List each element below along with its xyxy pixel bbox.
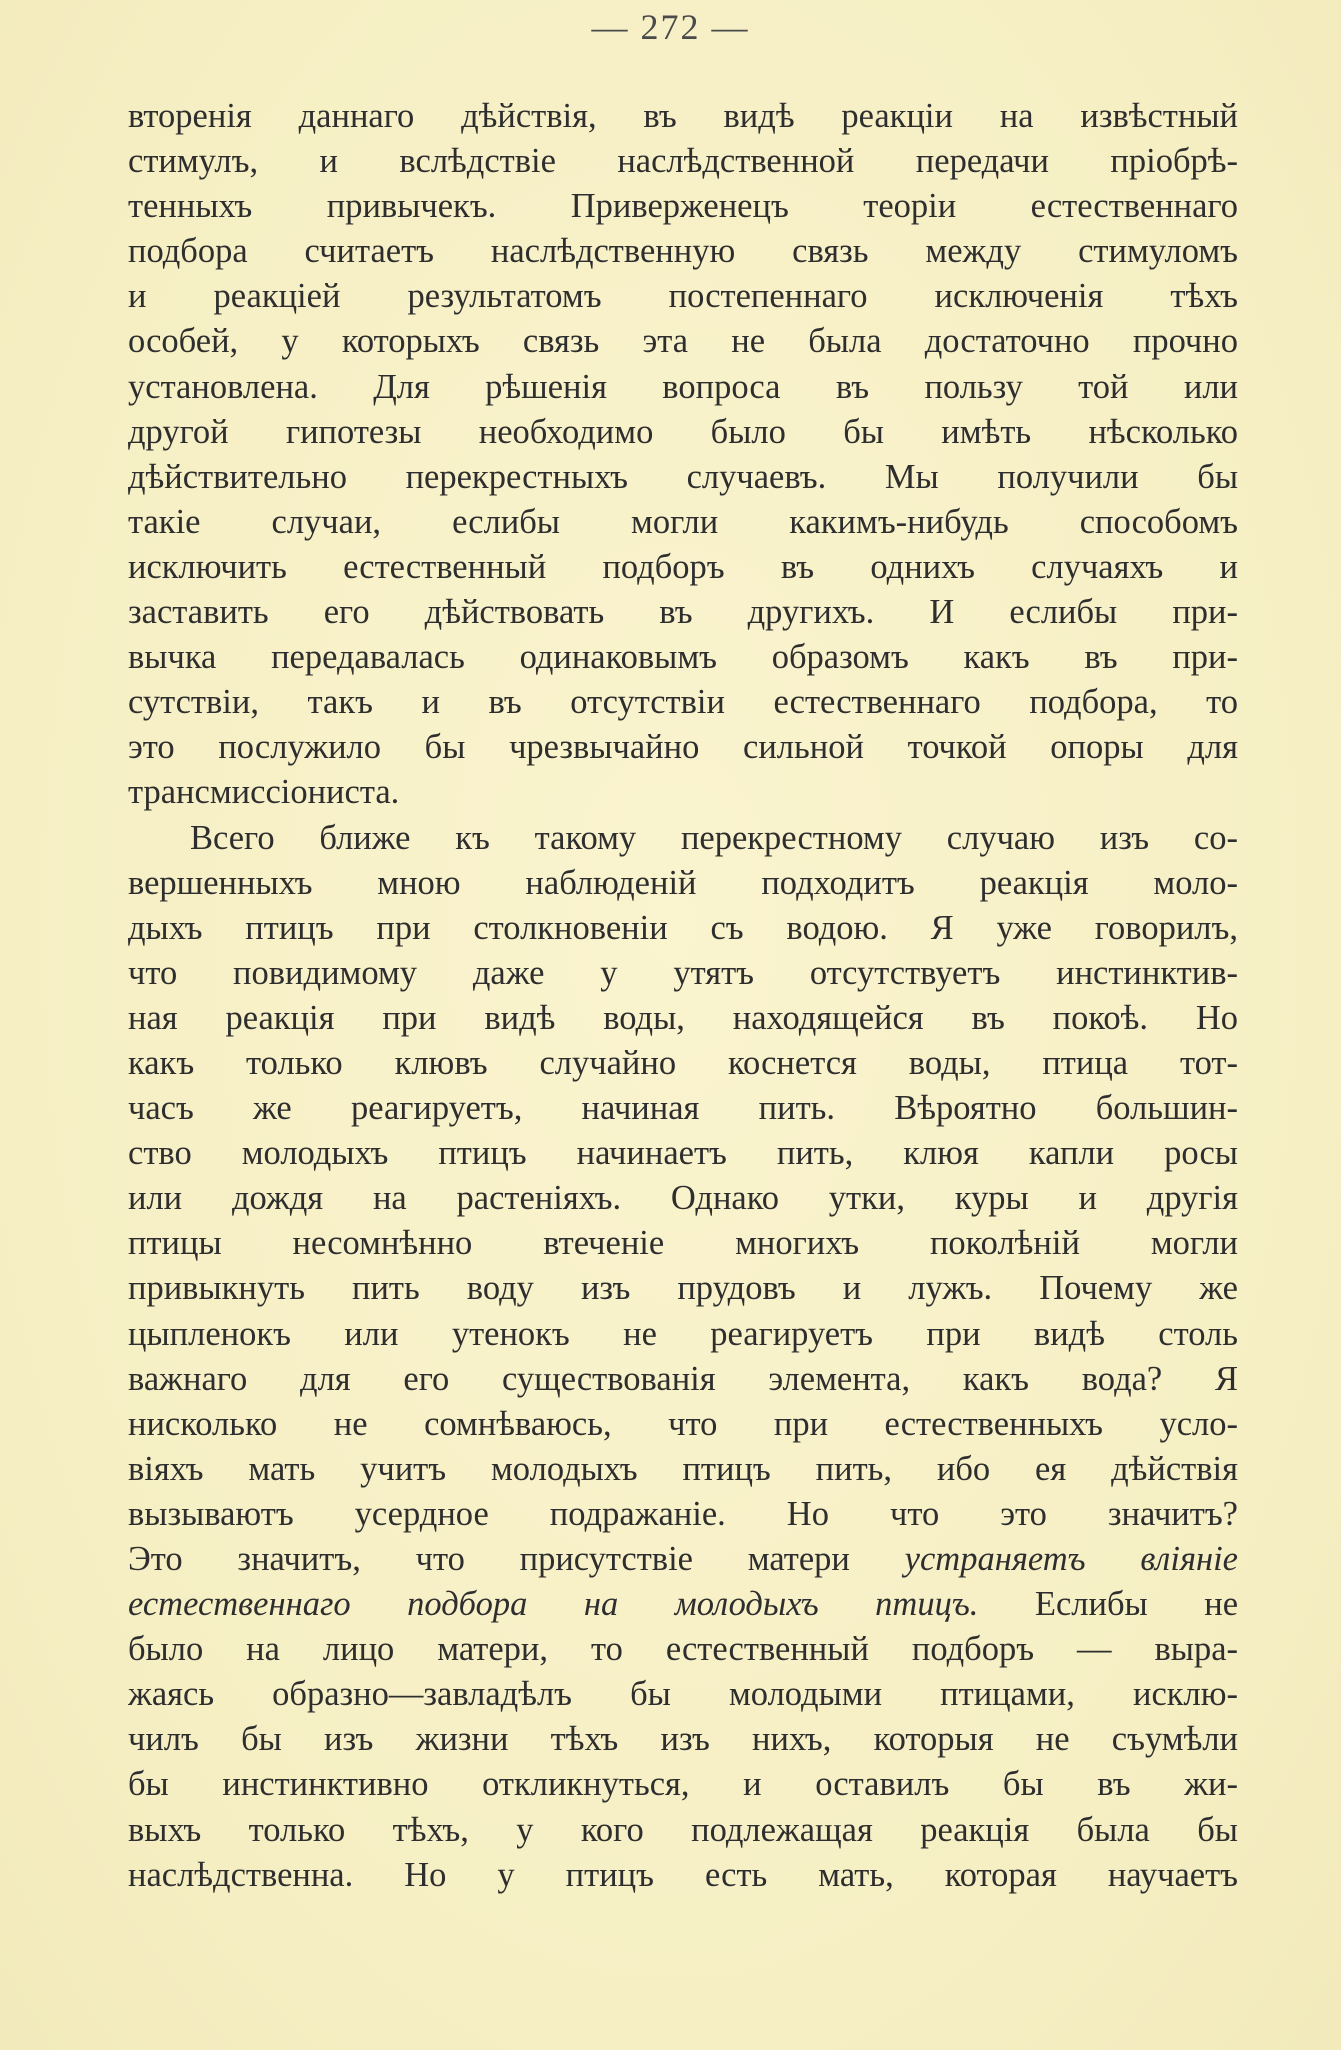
text-line: часъ же реагируетъ, начиная пить. Вѣроятно большин- <box>128 1089 1238 1128</box>
line-text-regular: Еслибы не <box>978 1585 1238 1624</box>
text-line: особей, у которыхъ связь эта не была достаточно прочно <box>128 322 1238 361</box>
text-line: было на лицо матери, то естественный подборъ — выра- <box>128 1630 1238 1669</box>
text-line: подбора считаетъ наслѣдственную связь между стимуломъ <box>128 232 1238 271</box>
text-line <box>128 1582 1238 1627</box>
text-line: ная реакція при видѣ воды, находящейся въ покоѣ. Но <box>128 998 1238 1037</box>
text-line: бы инстинктивно откликнуться, и оставилъ бы въ жи- <box>128 1765 1238 1804</box>
text-line: важнаго для его существованія элемента, какъ вода? Я <box>128 1359 1238 1398</box>
text-line: выхъ только тѣхъ, у кого подлежащая реакція была бы <box>128 1810 1238 1849</box>
text-line: такіе случаи, еслибы могли какимъ-нибудь способомъ <box>128 502 1238 541</box>
text-line: что повидимому даже у утятъ отсутствуетъ инстинктив- <box>128 953 1238 992</box>
line-text-regular: Это значитъ, что присутствіе матери <box>128 1540 905 1578</box>
page-number: — 272 — <box>591 7 750 47</box>
text-line: птицы несомнѣнно втеченіе многихъ поколѣній могли <box>128 1224 1238 1263</box>
emphasized-text: естественнаго подбора на молодыхъ птицъ. <box>128 1585 979 1624</box>
text-line: установлена. Для рѣшенія вопроса въ пользу той или <box>128 367 1238 406</box>
text-line: вызываютъ усердное подражаніе. Но что это значитъ? <box>128 1494 1238 1533</box>
body-text <box>128 94 1238 1898</box>
text-line: тенныхъ привычекъ. Приверженецъ теоріи естественнаго <box>128 187 1238 226</box>
text-line <box>128 1537 1238 1582</box>
text-line: вторенія даннаго дѣйствія, въ видѣ реакціи на извѣстный <box>128 97 1238 135</box>
text-line: какъ только клювъ случайно коснется воды, птица тот- <box>128 1043 1238 1082</box>
paragraph-start-line: Всего ближе къ такому перекрестному случаю изъ со- <box>190 818 1238 857</box>
text-line: или дождя на растеніяхъ. Однако утки, куры и другія <box>128 1179 1238 1218</box>
paragraph-end-line: трансмиссіониста. <box>128 773 400 812</box>
emphasized-text: устраняетъ вліяніе <box>904 1540 1238 1578</box>
text-line: привыкнуть пить воду изъ прудовъ и лужъ. Почему же <box>128 1269 1238 1308</box>
text-line: это послужило бы чрезвычайно сильной точкой опоры для <box>128 728 1238 767</box>
text-line: другой гипотезы необходимо было бы имѣть нѣсколько <box>128 412 1238 451</box>
text-line: сутствіи, такъ и въ отсутствіи естественнаго подбора, то <box>128 683 1238 722</box>
text-line: дыхъ птицъ при столкновеніи съ водою. Я уже говорилъ, <box>128 908 1238 947</box>
text-line: дѣйствительно перекрестныхъ случаевъ. Мы получили бы <box>128 457 1238 496</box>
text-line: нисколько не сомнѣваюсь, что при естественныхъ усло- <box>128 1404 1238 1443</box>
text-line: вычка передавалась одинаковымъ образомъ какъ въ при- <box>128 638 1238 677</box>
text-line: вершенныхъ мною наблюденій подходитъ реакція моло- <box>128 863 1238 902</box>
text-line: заставить его дѣйствовать въ другихъ. И еслибы при- <box>128 593 1238 632</box>
text-line: ство молодыхъ птицъ начинаетъ пить, клюя капли росы <box>128 1134 1238 1173</box>
text-line: исключить естественный подборъ въ однихъ случаяхъ и <box>128 547 1238 586</box>
text-line: стимулъ, и вслѣдствіе наслѣдственной передачи пріобрѣ- <box>128 142 1238 181</box>
text-line: наслѣдственна. Но у птицъ есть мать, которая научаетъ <box>128 1855 1238 1894</box>
text-line: жаясь образно—завладѣлъ бы молодыми птицами, исклю- <box>128 1675 1238 1714</box>
text-line: и реакціей результатомъ постепеннаго исключенія тѣхъ <box>128 277 1238 316</box>
text-line: цыпленокъ или утенокъ не реагируетъ при видѣ столь <box>128 1314 1238 1353</box>
text-line: віяхъ мать учитъ молодыхъ птицъ пить, ибо ея дѣйствія <box>128 1449 1238 1488</box>
text-line: чилъ бы изъ жизни тѣхъ изъ нихъ, которыя не съумѣли <box>128 1720 1238 1759</box>
